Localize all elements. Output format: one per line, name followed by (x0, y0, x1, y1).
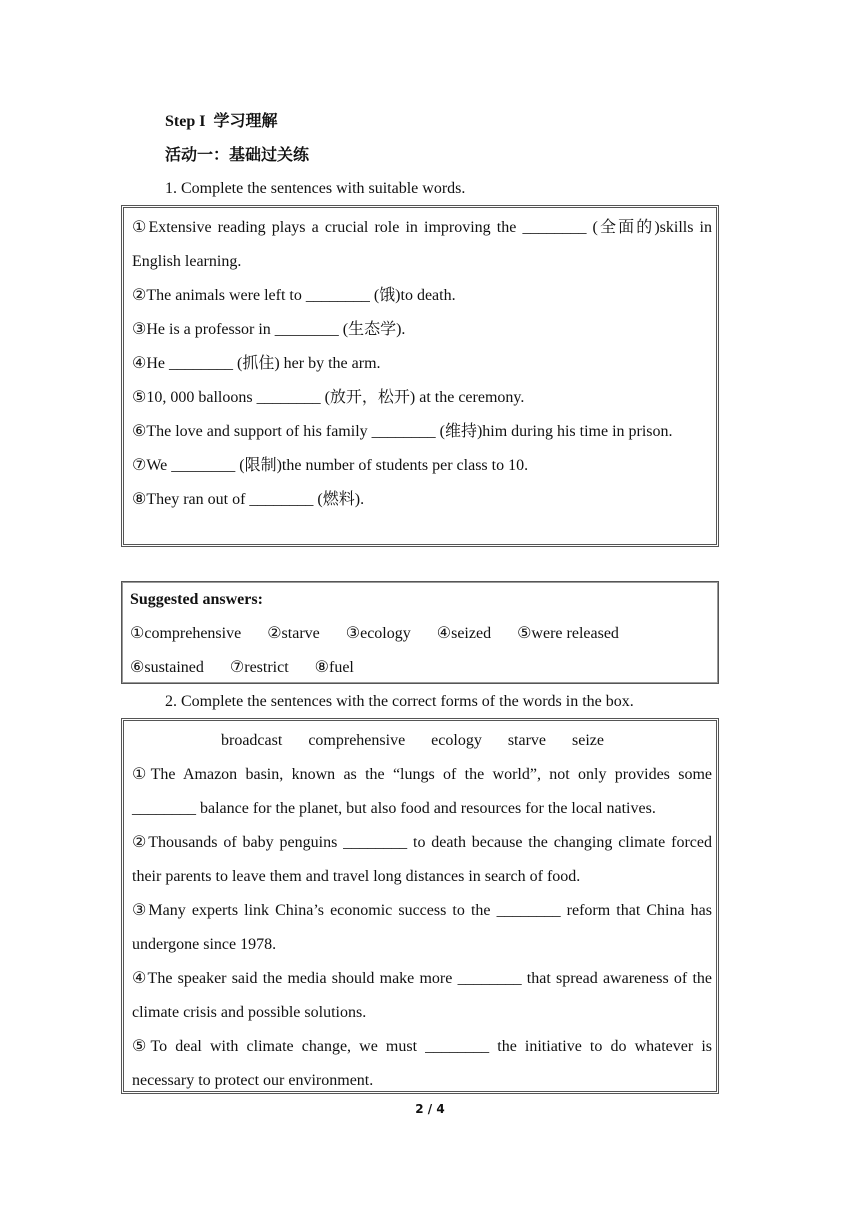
task1-item: ⑧They ran out of ________ (燃料). (132, 491, 365, 508)
answer-item: ③ecology (345, 625, 411, 642)
answers-row-1 (130, 617, 714, 651)
answers-box (121, 581, 719, 684)
task1-item: ⑤10, 000 balloons ________ (放开，松开) at the ceremony. (132, 389, 525, 406)
word-item: comprehensive (308, 732, 406, 749)
task2-box (121, 718, 719, 1094)
answer-item: ⑤were released (517, 625, 619, 642)
task1-item: ⑦We ________ (限制)the number of students per class to 10. (132, 457, 529, 474)
task2-item: ③Many experts link China’s economic success to the ________ reform that China has undergone since 1978. (132, 902, 712, 953)
answers-row-2 (130, 651, 714, 685)
answer-item: ④seized (436, 625, 492, 642)
task2-item: ⑤To deal with climate change, we must ________ the initiative to do whatever is necessary to protect our environment. (132, 1038, 712, 1089)
task2-item: ②Thousands of baby penguins ________ to death because the changing climate forced their parents to leave them and travel long distances in search of food. (132, 834, 712, 885)
task1-instruction: 1. Complete the sentences with suitable words. (165, 180, 466, 197)
answer-item: ⑦restrict (229, 659, 289, 676)
answer-item: ①comprehensive (130, 625, 242, 642)
page-number: 2 / 4 (415, 1102, 445, 1116)
task1-item: ⑥The love and support of his family ________ (维持)him during his time in prison. (132, 423, 673, 440)
step-label: Step I (165, 113, 206, 130)
task1-item: ①Extensive reading plays a crucial role in improving the ________ (全面的)skills in English learning. (132, 219, 712, 270)
task1-item: ③He is a professor in ________ (生态学). (132, 321, 406, 338)
word-item: seize (572, 732, 605, 749)
activity-heading (165, 144, 309, 167)
answers-title: Suggested answers: (130, 591, 263, 608)
task1-item: ④He ________ (抓住) her by the arm. (132, 355, 381, 372)
task1-box (121, 205, 719, 547)
word-item: ecology (431, 732, 482, 749)
task1-item: ②The animals were left to ________ (饿)to death. (132, 287, 456, 304)
task2-item: ①The Amazon basin, known as the “lungs of the world”, not only provides some ________ balance for the planet, but also food and resources for the local natives. (132, 766, 712, 817)
answer-item: ⑧fuel (314, 659, 354, 676)
word-box (132, 724, 712, 758)
answer-item: ⑥sustained (130, 659, 204, 676)
step-heading (165, 110, 277, 133)
answer-item: ②starve (267, 625, 320, 642)
word-item: starve (507, 732, 547, 749)
step-title: 学习理解 (213, 111, 278, 130)
activity-heading-text: 活动一：基础过关练 (165, 145, 310, 164)
word-item: broadcast (221, 732, 283, 749)
task2-instruction: 2. Complete the sentences with the correct forms of the words in the box. (165, 693, 634, 710)
task2-item: ④The speaker said the media should make more ________ that spread awareness of the climate crisis and possible solutions. (132, 970, 712, 1021)
